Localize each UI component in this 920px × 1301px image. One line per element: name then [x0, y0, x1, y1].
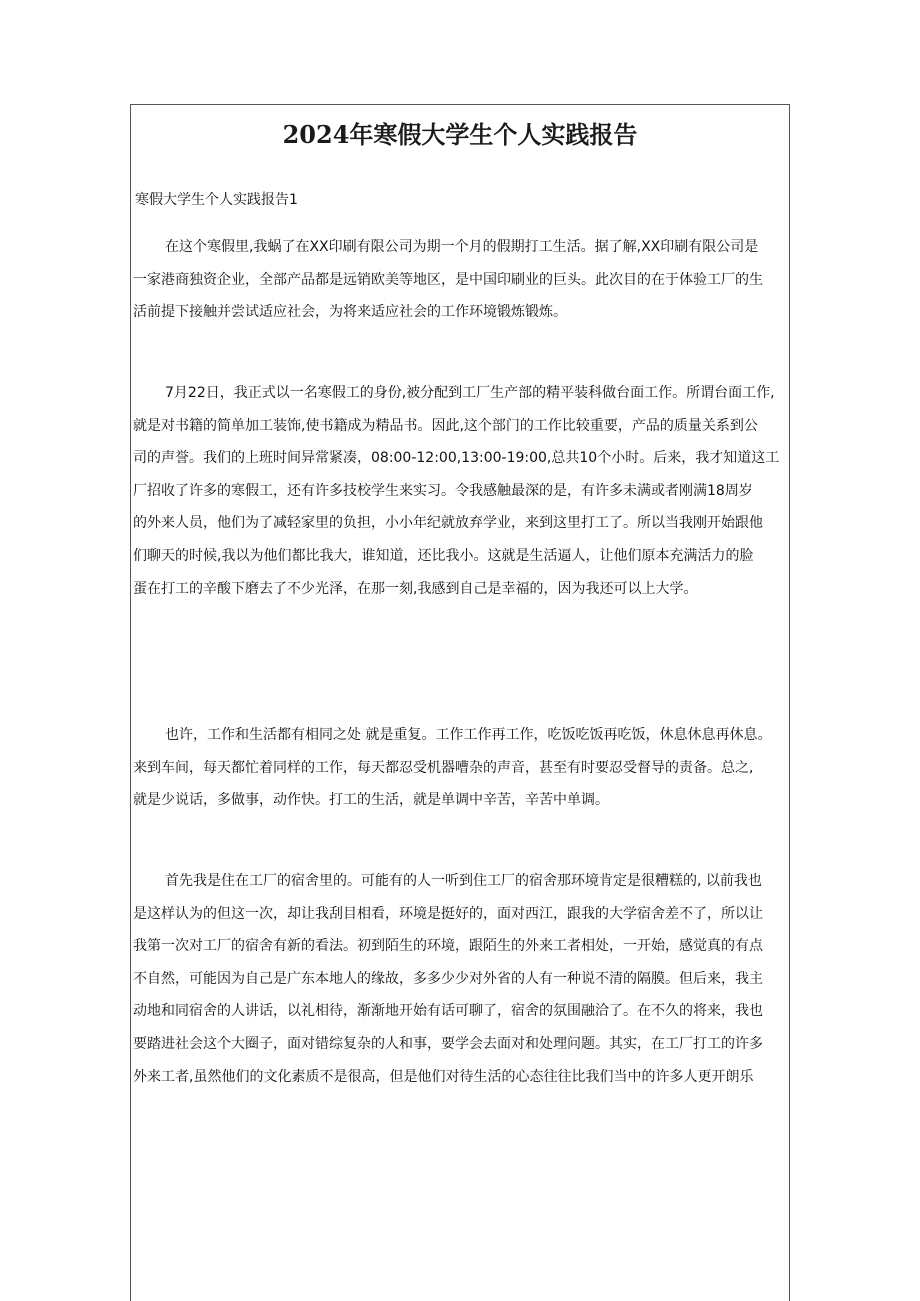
section-heading: 寒假大学生个人实践报告1 [135, 192, 298, 208]
paragraph-line: 外来工者,虽然他们的文化素质不是很高，但是他们对待生活的心态往往比我们当中的许多人更开朗乐 [133, 1068, 754, 1085]
paragraph-line: 们聊天的时候,我以为他们都比我大，谁知道，还比我小。这就是生活逼人，让他们原本充满活力的脸 [133, 547, 754, 564]
paragraph-line: 一家港商独资企业，全部产品都是远销欧美等地区，是中国印刷业的巨头。此次目的在于体验工厂的生 [133, 271, 763, 288]
paragraph-4 [131, 871, 791, 1099]
paragraph-1 [131, 237, 791, 335]
document-page [130, 104, 790, 1301]
paragraph-line: 的外来人员，他们为了减轻家里的负担，小小年纪就放弃学业，来到这里打工了。所以当我刚开始跟他 [133, 515, 763, 532]
paragraph-line: 我第一次对工厂的宿舍有新的看法。初到陌生的环境，跟陌生的外来工者相处，一开始，感觉真的有点 [133, 938, 763, 955]
paragraph-line: 不自然，可能因为自己是广东本地人的缘故，多多少少对外省的人有一种说不清的隔膜。但后来，我主 [133, 970, 763, 987]
paragraph-line: 是这样认为的但这一次，却让我刮目相看，环境是挺好的，面对西江，跟我的大学宿舍差不了，所以让 [133, 905, 763, 922]
paragraph-line: 蛋在打工的辛酸下磨去了不少光泽，在那一刻,我感到自己是幸福的，因为我还可以上大学。 [133, 580, 698, 597]
paragraph-2 [131, 383, 791, 611]
paragraph-line: 也许，工作和生活都有相同之处 就是重复。工作工作再工作，吃饭吃饭再吃饭，休息休息再休息。 [165, 727, 772, 743]
paragraph-line: 就是对书籍的简单加工装饰,使书籍成为精品书。因此,这个部门的工作比较重要，产品的质量关系到公 [133, 417, 758, 434]
document-title: 2024年寒假大学生个人实践报告 [282, 120, 638, 149]
paragraph-line: 要踏进社会这个大圈子，面对错综复杂的人和事，要学会去面对和处理问题。其实，在工厂打工的许多 [133, 1035, 763, 1052]
paragraph-line: 厂招收了许多的寒假工，还有许多技校学生来实习。令我感触最深的是，有许多未满或者刚满18周岁 [133, 482, 753, 499]
paragraph-line: 司的声誉。我们的上班时间异常紧凑，08:00-12:00,13:00-19:00,总共10个小时。后来，我才知道这工 [133, 450, 780, 467]
paragraph-line: 在这个寒假里,我蜗了在XX印刷有限公司为期一个月的假期打工生活。据了解,XX印刷有限公司是 [165, 239, 759, 255]
paragraph-line: 7月22日，我正式以一名寒假工的身份,被分配到工厂生产部的精平装科做台面工作。所谓台面工作, [165, 385, 775, 401]
paragraph-line: 活前提下接触并尝试适应社会，为将来适应社会的工作环境锻炼锻炼。 [133, 304, 567, 321]
paragraph-line: 首先我是住在工厂的宿舍里的。可能有的人一听到住工厂的宿舍那环境肯定是很糟糕的, 以前我也 [165, 873, 762, 889]
paragraph-line: 动地和同宿舍的人讲话，以礼相待，渐渐地开始有话可聊了，宿舍的氛围融洽了。在不久的将来，我也 [133, 1003, 763, 1020]
paragraph-line: 来到车间，每天都忙着同样的工作，每天都忍受机器嘈杂的声音，甚至有时要忍受督导的责备。总之, [133, 759, 754, 776]
paragraph-3 [131, 725, 791, 823]
paragraph-line: 就是少说话，多做事，动作快。打工的生活，就是单调中辛苦，辛苦中单调。 [133, 792, 609, 809]
